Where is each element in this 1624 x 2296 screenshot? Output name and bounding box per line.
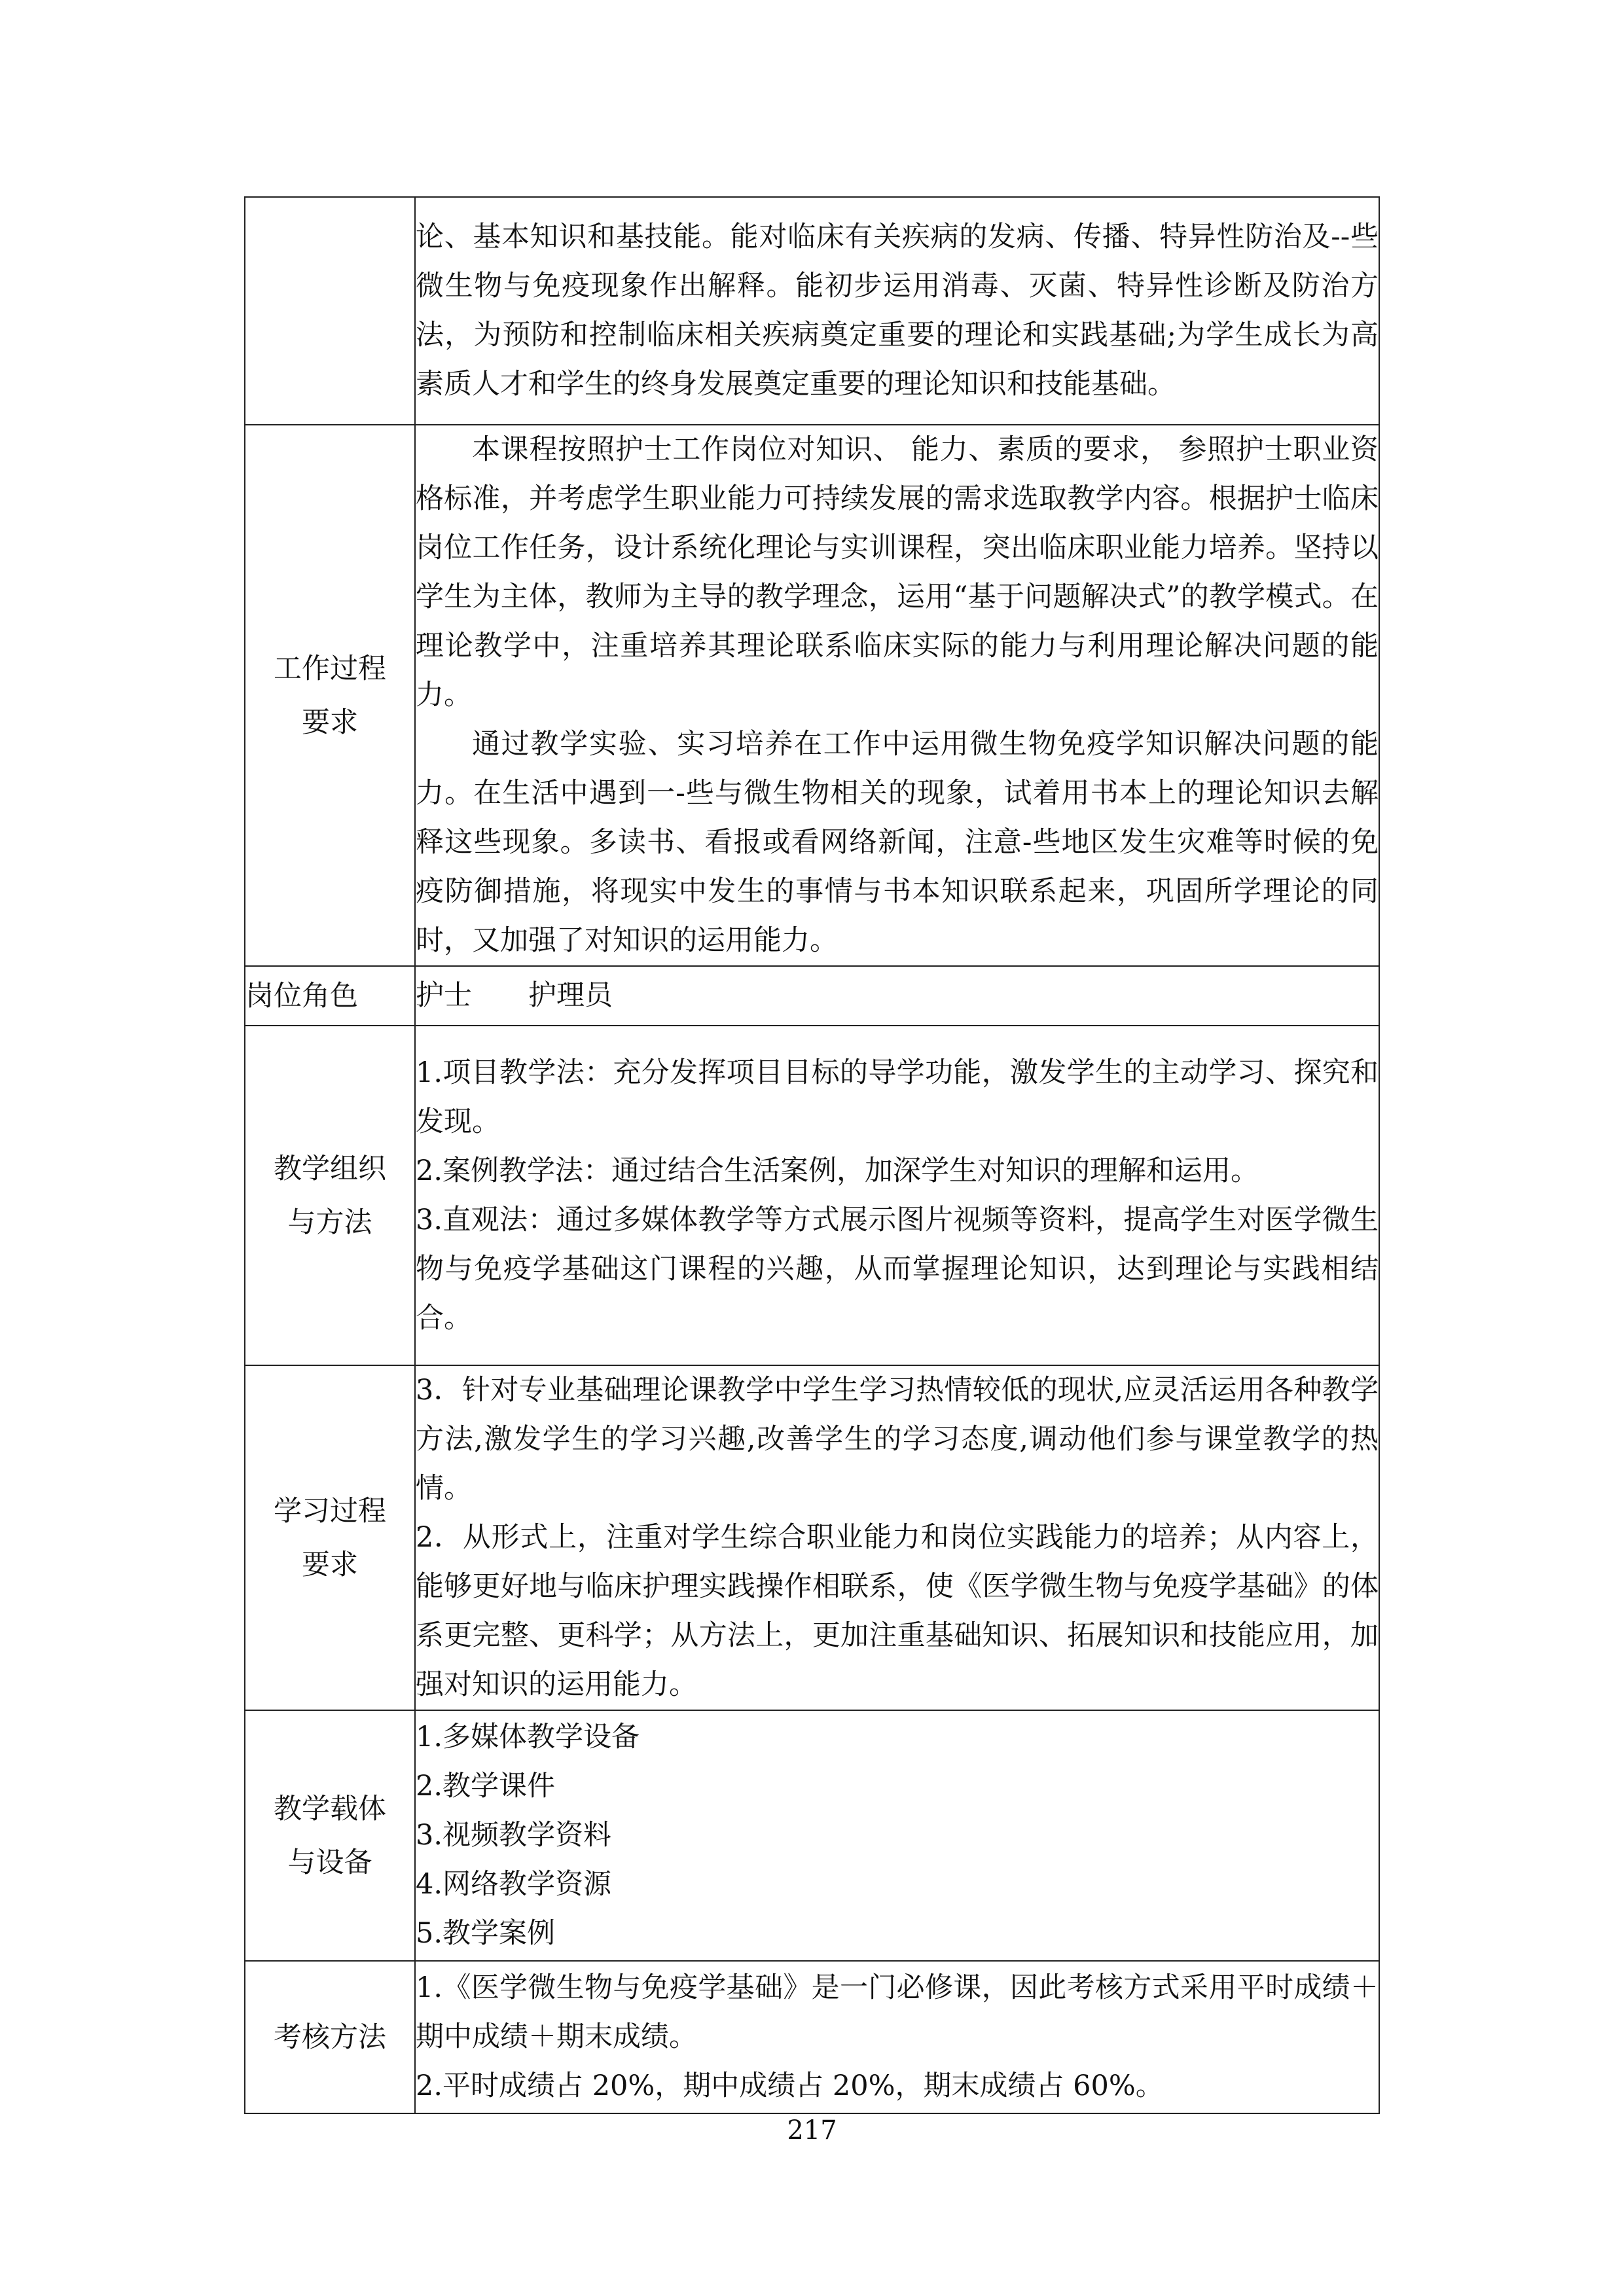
teaching-method-item3: 3.直观法：通过多媒体教学等方式展示图片视频等资料，提高学生对医学微生物与免疫学基础这门课程的兴趣，从而掌握理论知识，达到理论与实践相结合。 (416, 1203, 1379, 1335)
row-intro (245, 197, 1379, 425)
label-teaching-method (245, 1026, 415, 1365)
page-number: 217 (787, 2115, 837, 2145)
assessment-item1: 1.《医学微生物与免疫学基础》是一门必修课，因此考核方式采用平时成绩＋期中成绩＋期末成绩。 (416, 1971, 1379, 2053)
content-teaching-method (415, 1026, 1379, 1365)
equipment-item: 5.教学案例 (416, 1917, 556, 1950)
content-assessment (415, 1961, 1379, 2113)
label-assessment-text: 考核方法 (274, 2020, 386, 2054)
equipment-item: 1.多媒体教学设备 (416, 1721, 640, 1753)
content-equipment (415, 1710, 1379, 1961)
row-role (245, 966, 1379, 1026)
label-role (245, 966, 415, 1026)
learning-process-item1: 3．针对专业基础理论课教学中学生学习热情较低的现状,应灵活运用各种教学方法,激发学生的学习兴趣,改善学生的学习态度,调动他们参与课堂教学的热情。 (416, 1374, 1379, 1505)
label-equipment-line1: 教学载体 (274, 1792, 386, 1825)
course-table (244, 196, 1380, 2114)
label-assessment (245, 1961, 415, 2113)
row-work-process (245, 425, 1379, 966)
role-nurse: 护士 (416, 979, 472, 1012)
equipment-item: 3.视频教学资料 (416, 1819, 612, 1852)
label-empty (245, 197, 415, 425)
row-assessment (245, 1961, 1379, 2113)
intro-text: 论、基本知识和基技能。能对临床有关疾病的发病、传播、特异性防治及--些微生物与免疫现象作出解释。能初步运用消毒、灭菌、特异性诊断及防治方法，为预防和控制临床相关疾病奠定重要的理论和实践基础;为学生成长为高素质人才和学生的终身发展奠定重要的理论知识和技能基础。 (416, 221, 1379, 401)
row-equipment (245, 1710, 1379, 1961)
label-equipment-line2: 与设备 (287, 1846, 372, 1879)
assessment-item2: 2.平时成绩占 20%，期中成绩占 20%，期末成绩占 60%。 (416, 2070, 1164, 2102)
label-role-text: 岗位角色 (245, 979, 358, 1013)
label-work-process-line2: 要求 (302, 706, 358, 739)
learning-process-item2: 2．从形式上，注重对学生综合职业能力和岗位实践能力的培养；从内容上，能够更好地与临床护理实践操作相联系，使《医学微生物与免疫学基础》的体系更完整、更科学；从方法上，更加注重基础知识、拓展知识和技能应用，加强对知识的运用能力。 (416, 1521, 1379, 1701)
equipment-item: 2.教学课件 (416, 1770, 556, 1803)
content-learning-process (415, 1365, 1379, 1710)
row-teaching-method (245, 1026, 1379, 1365)
content-role (415, 966, 1379, 1026)
label-learning-process (245, 1365, 415, 1710)
role-care-worker: 护理员 (528, 979, 613, 1012)
work-process-para2: 通过教学实验、实习培养在工作中运用微生物免疫学知识解决问题的能力。在生活中遇到一-些与微生物相关的现象，试着用书本上的理论知识去解释这些现象。多读书、看报或看网络新闻，注意-些地区发生灾难等时候的免疫防御措施，将现实中发生的事情与书本知识联系起来，巩固所学理论的同时，又加强了对知识的运用能力。 (416, 728, 1379, 957)
label-learning-process-line1: 学习过程 (274, 1494, 386, 1528)
row-learning-process (245, 1365, 1379, 1710)
label-work-process (245, 425, 415, 966)
content-work-process (415, 425, 1379, 966)
label-equipment (245, 1710, 415, 1961)
equipment-item: 4.网络教学资源 (416, 1868, 612, 1901)
label-learning-process-line2: 要求 (302, 1548, 358, 1581)
content-intro (415, 197, 1379, 425)
label-work-process-line1: 工作过程 (274, 652, 386, 685)
label-teaching-method-line2: 与方法 (287, 1206, 372, 1239)
label-teaching-method-line1: 教学组织 (274, 1152, 386, 1185)
teaching-method-item2: 2.案例教学法：通过结合生活案例，加深学生对知识的理解和运用。 (416, 1154, 1259, 1187)
work-process-para1: 本课程按照护士工作岗位对知识、 能力、素质的要求， 参照护士职业资格标准，并考虑学生职业能力可持续发展的需求选取教学内容。根据护士临床岗位工作任务，设计系统化理论与实训课程，突出临床职业能力培养。坚持以学生为主体，教师为主导的教学理念，运用“基于问题解决式”的教学模式。在理论教学中，注重培养其理论联系临床实际的能力与利用理论解决问题的能力。 (416, 433, 1379, 711)
teaching-method-item1: 1.项目教学法：充分发挥项目目标的导学功能，激发学生的主动学习、探究和发现。 (416, 1056, 1379, 1138)
